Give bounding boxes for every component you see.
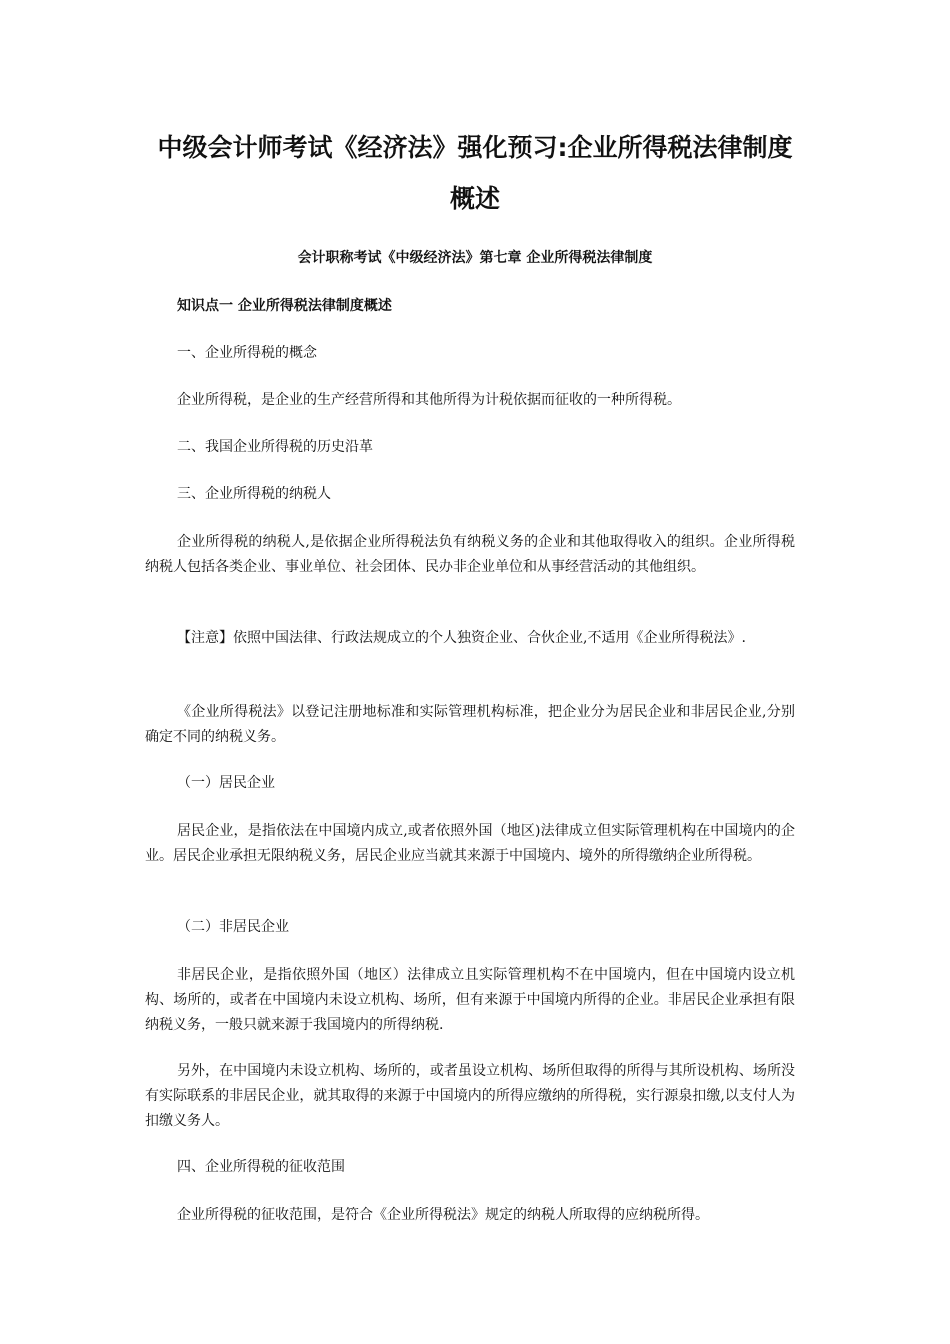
subheading-resident: （一）居民企业	[177, 775, 275, 791]
paragraph-withholding: 另外，在中国境内未设立机构、场所的，或者虽设立机构、场所但取得的所得与其所设机构、场所没有实际联系的非居民企业，就其取得的来源于中国境内的所得应缴纳的所得税，实行源泉扣缴,以支付人为扣缴义务人。	[145, 1063, 795, 1129]
section-heading-taxpayer: 三、企业所得税的纳税人	[177, 486, 331, 502]
paragraph-nonresident: 非居民企业，是指依照外国（地区）法律成立且实际管理机构不在中国境内，但在中国境内设立机构、场所的，或者在中国境内未设立机构、场所，但有来源于中国境内所得的企业。非居民企业承担有限纳税义务，一般只就来源于我国境内的所得纳税.	[145, 967, 795, 1033]
section-heading-scope: 四、企业所得税的征收范围	[177, 1159, 345, 1175]
knowledge-point-heading: 知识点一 企业所得税法律制度概述	[177, 298, 392, 314]
paragraph-resident: 居民企业，是指依法在中国境内成立,或者依照外国（地区)法律成立但实际管理机构在中国境内的企业。居民企业承担无限纳税义务，居民企业应当就其来源于中国境内、境外的所得缴纳企业所得税。	[145, 823, 795, 864]
paragraph-scope: 企业所得税的征收范围，是符合《企业所得税法》规定的纳税人所取得的应纳税所得。	[177, 1207, 709, 1223]
paragraph-taxpayer: 企业所得税的纳税人,是依据企业所得税法负有纳税义务的企业和其他取得收入的组织。企业所得税纳税人包括各类企业、事业单位、社会团体、民办非企业单位和从事经营活动的其他组织。	[145, 534, 795, 575]
section-heading-history: 二、我国企业所得税的历史沿革	[177, 439, 373, 455]
paragraph-classification: 《企业所得税法》以登记注册地标准和实际管理机构标准，把企业分为居民企业和非居民企业,分别确定不同的纳税义务。	[145, 704, 795, 745]
paragraph-note: 【注意】依照中国法律、行政法规成立的个人独资企业、合伙企业,不适用《企业所得税法》.	[177, 630, 746, 646]
section-heading-concept: 一、企业所得税的概念	[177, 345, 317, 361]
paragraph-concept: 企业所得税，是企业的生产经营所得和其他所得为计税依据而征收的一种所得税。	[177, 392, 681, 408]
subheading-nonresident: （二）非居民企业	[177, 919, 289, 935]
chapter-subtitle: 会计职称考试《中级经济法》第七章 企业所得税法律制度	[297, 250, 653, 266]
document-title-line1: 中级会计师考试《经济法》强化预习:企业所得税法律制度	[157, 133, 793, 162]
document-title-line2: 概述	[449, 184, 500, 213]
